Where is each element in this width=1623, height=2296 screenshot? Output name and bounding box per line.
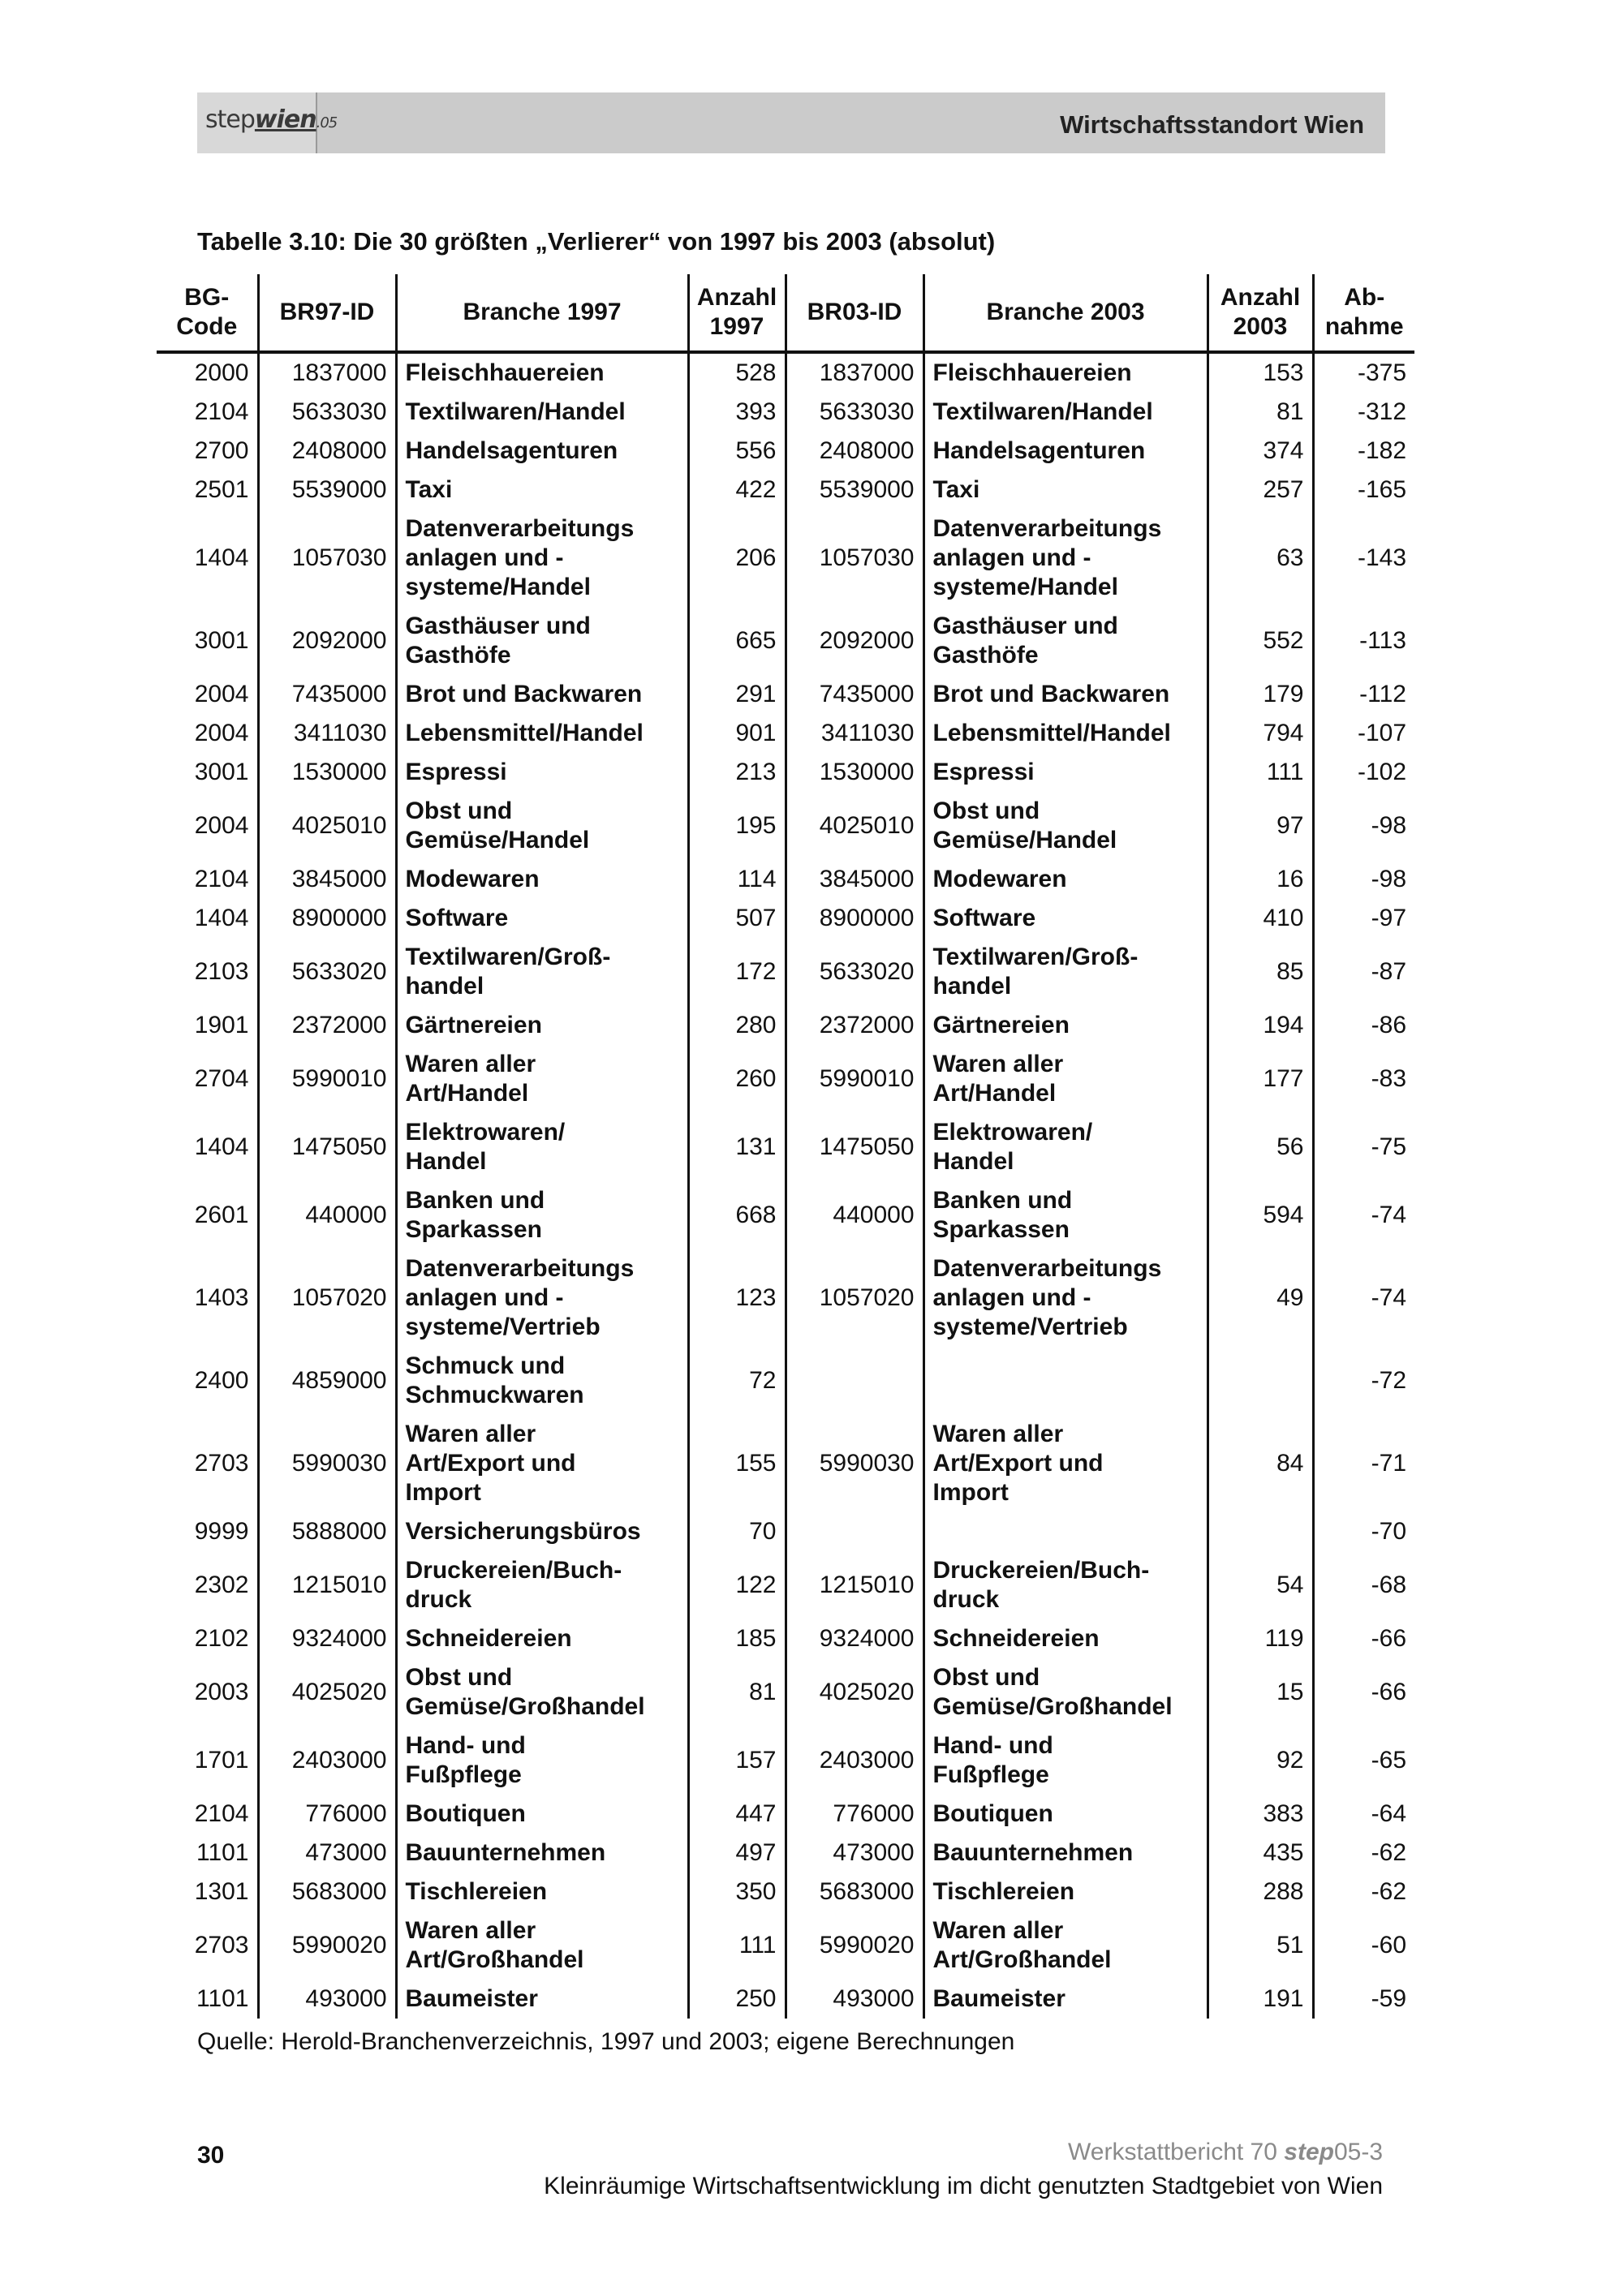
branche-2003-cell: Banken und Sparkassen: [923, 1181, 1208, 1249]
br97-id-cell: 2372000: [258, 1006, 396, 1045]
anzahl-2003-cell: 111: [1208, 753, 1313, 792]
bg-code-cell: 1101: [196, 1839, 249, 1866]
branche-1997-cell: Elektrowaren/ Handel: [396, 1113, 688, 1181]
anzahl-2003-cell: 374: [1208, 432, 1313, 471]
branche-1997-cell: Obst und Gemüse/Handel: [396, 792, 688, 860]
bg-code-cell: 3001: [194, 759, 249, 785]
bg-code-cell: 1404: [194, 1133, 249, 1160]
abnahme-cell: -143: [1313, 510, 1414, 607]
br97-id-cell: 5633020: [258, 938, 396, 1006]
anzahl-1997-cell: 528: [688, 352, 786, 393]
br03-id-cell: 7435000: [786, 675, 923, 714]
bg-code-cell: 2102: [194, 1625, 249, 1652]
br03-id-cell: [786, 1347, 923, 1415]
abnahme-cell: -182: [1313, 432, 1414, 471]
bg-code-cell: 2004: [194, 720, 249, 746]
bg-code-cell: 1701: [194, 1747, 249, 1774]
branche-1997-cell: Waren aller Art/Export und Import: [396, 1415, 688, 1512]
br03-id-cell: 2372000: [786, 1006, 923, 1045]
table-row: [157, 1551, 1414, 1619]
bg-code-cell: 1101: [196, 1985, 249, 2012]
anzahl-1997-cell: 131: [688, 1113, 786, 1181]
br97-id-cell: 1530000: [258, 753, 396, 792]
branche-2003-cell: Tischlereien: [923, 1872, 1208, 1911]
page-number: 30: [197, 2142, 225, 2169]
table-row: [157, 1512, 1414, 1551]
anzahl-2003-cell: 410: [1208, 899, 1313, 938]
bg-code-cell: 2003: [194, 1679, 249, 1705]
anzahl-1997-cell: 111: [688, 1911, 786, 1980]
br97-id-cell: 9324000: [258, 1619, 396, 1658]
branche-1997-cell: Gasthäuser und Gasthöfe: [396, 607, 688, 675]
column-header: Branche 2003: [923, 274, 1208, 352]
anzahl-2003-cell: 56: [1208, 1113, 1313, 1181]
branche-2003-cell: Fleischhauereien: [923, 352, 1208, 393]
anzahl-1997-cell: 123: [688, 1249, 786, 1347]
anzahl-1997-cell: 206: [688, 510, 786, 607]
source-note: Quelle: Herold-Branchenverzeichnis, 1997 und 2003; eigene Berechnungen: [197, 2028, 1015, 2055]
anzahl-2003-cell: 54: [1208, 1551, 1313, 1619]
table-row: [157, 1658, 1414, 1726]
table-row: [157, 1726, 1414, 1795]
anzahl-2003-cell: 84: [1208, 1415, 1313, 1512]
abnahme-cell: -70: [1313, 1512, 1414, 1551]
abnahme-cell: -68: [1313, 1551, 1414, 1619]
anzahl-2003-cell: 92: [1208, 1726, 1313, 1795]
column-header: Branche 1997: [396, 274, 688, 352]
data-table: [157, 274, 1414, 2019]
table-row: [157, 607, 1414, 675]
branche-2003-cell: Taxi: [923, 471, 1208, 510]
abnahme-cell: -71: [1313, 1415, 1414, 1512]
br97-id-cell: 5888000: [258, 1512, 396, 1551]
branche-1997-cell: Textilwaren/Groß- handel: [396, 938, 688, 1006]
column-header: BG- Code: [176, 284, 238, 340]
br03-id-cell: 776000: [786, 1795, 923, 1834]
anzahl-1997-cell: 213: [688, 753, 786, 792]
branche-1997-cell: Lebensmittel/Handel: [396, 714, 688, 753]
br03-id-cell: 1530000: [786, 753, 923, 792]
branche-2003-cell: Druckereien/Buch- druck: [923, 1551, 1208, 1619]
table-row: [157, 792, 1414, 860]
branche-2003-cell: Gasthäuser und Gasthöfe: [923, 607, 1208, 675]
anzahl-1997-cell: 72: [688, 1347, 786, 1415]
branche-2003-cell: Lebensmittel/Handel: [923, 714, 1208, 753]
branche-2003-cell: Espressi: [923, 753, 1208, 792]
table-header-row: [157, 274, 1414, 352]
bg-code-cell: 1901: [194, 1012, 249, 1038]
abnahme-cell: -83: [1313, 1045, 1414, 1113]
table-row: [157, 1113, 1414, 1181]
header-title: Wirtschaftsstandort Wien: [1060, 110, 1364, 139]
br97-id-cell: 493000: [258, 1980, 396, 2019]
table-row: [157, 1181, 1414, 1249]
br03-id-cell: 5990020: [786, 1911, 923, 1980]
column-header: BR97-ID: [258, 274, 396, 352]
branche-2003-cell: Bauunternehmen: [923, 1834, 1208, 1872]
br03-id-cell: 2092000: [786, 607, 923, 675]
abnahme-cell: -74: [1313, 1249, 1414, 1347]
br97-id-cell: 2092000: [258, 607, 396, 675]
br03-id-cell: 5683000: [786, 1872, 923, 1911]
anzahl-1997-cell: 507: [688, 899, 786, 938]
bg-code-cell: 2000: [194, 359, 249, 386]
br97-id-cell: 5990030: [258, 1415, 396, 1512]
table-title: Tabelle 3.10: Die 30 größten „Verlierer“ von 1997 bis 2003 (absolut): [197, 227, 996, 256]
table-row: [157, 510, 1414, 607]
bg-code-cell: 2103: [194, 958, 249, 985]
branche-2003-cell: Gärtnereien: [923, 1006, 1208, 1045]
bg-code-cell: 1301: [194, 1878, 249, 1905]
table-row: [157, 1795, 1414, 1834]
branche-2003-cell: Hand- und Fußpflege: [923, 1726, 1208, 1795]
table-row: [157, 1980, 1414, 2019]
abnahme-cell: -74: [1313, 1181, 1414, 1249]
branche-1997-cell: Baumeister: [396, 1980, 688, 2019]
anzahl-2003-cell: 81: [1208, 393, 1313, 432]
branche-2003-cell: Datenverarbeitungs anlagen und - systeme/Handel: [923, 510, 1208, 607]
anzahl-2003-cell: 191: [1208, 1980, 1313, 2019]
br03-id-cell: 1475050: [786, 1113, 923, 1181]
abnahme-cell: -102: [1313, 753, 1414, 792]
bg-code-cell: 2601: [194, 1202, 249, 1228]
branche-2003-cell: [923, 1347, 1208, 1415]
anzahl-1997-cell: 901: [688, 714, 786, 753]
br03-id-cell: 2408000: [786, 432, 923, 471]
abnahme-cell: -87: [1313, 938, 1414, 1006]
br03-id-cell: 8900000: [786, 899, 923, 938]
table-row: [157, 1006, 1414, 1045]
anzahl-2003-cell: 63: [1208, 510, 1313, 607]
branche-1997-cell: Bauunternehmen: [396, 1834, 688, 1872]
branche-2003-cell: Waren aller Art/Export und Import: [923, 1415, 1208, 1512]
branche-1997-cell: Brot und Backwaren: [396, 675, 688, 714]
anzahl-2003-cell: [1208, 1512, 1313, 1551]
br97-id-cell: 4025010: [258, 792, 396, 860]
branche-2003-cell: Brot und Backwaren: [923, 675, 1208, 714]
branche-1997-cell: Schneidereien: [396, 1619, 688, 1658]
branche-2003-cell: Waren aller Art/Handel: [923, 1045, 1208, 1113]
branche-1997-cell: Modewaren: [396, 860, 688, 899]
step-wien-logo: [197, 92, 338, 153]
br97-id-cell: 5633030: [258, 393, 396, 432]
column-header: BR03-ID: [786, 274, 923, 352]
branche-2003-cell: Waren aller Art/Großhandel: [923, 1911, 1208, 1980]
br03-id-cell: 3411030: [786, 714, 923, 753]
abnahme-cell: -165: [1313, 471, 1414, 510]
br03-id-cell: 493000: [786, 1980, 923, 2019]
table-row: [157, 938, 1414, 1006]
br97-id-cell: 5990010: [258, 1045, 396, 1113]
branche-1997-cell: Boutiquen: [396, 1795, 688, 1834]
bg-code-cell: 2704: [194, 1065, 249, 1092]
table-row: [157, 899, 1414, 938]
table-row: [157, 1872, 1414, 1911]
branche-2003-cell: Baumeister: [923, 1980, 1208, 2019]
br03-id-cell: 9324000: [786, 1619, 923, 1658]
bg-code-cell: 1404: [194, 544, 249, 571]
branche-2003-cell: Obst und Gemüse/Großhandel: [923, 1658, 1208, 1726]
anzahl-2003-cell: 85: [1208, 938, 1313, 1006]
abnahme-cell: -59: [1313, 1980, 1414, 2019]
abnahme-cell: -312: [1313, 393, 1414, 432]
table-row: [157, 1911, 1414, 1980]
bg-code-cell: 1404: [194, 905, 249, 931]
br03-id-cell: 1837000: [786, 352, 923, 393]
logo-text: stepwien.05: [205, 105, 338, 134]
bg-code-cell: 2004: [194, 812, 249, 839]
anzahl-2003-cell: [1208, 1347, 1313, 1415]
anzahl-2003-cell: 435: [1208, 1834, 1313, 1872]
anzahl-1997-cell: 447: [688, 1795, 786, 1834]
table-row: [157, 675, 1414, 714]
anzahl-2003-cell: 552: [1208, 607, 1313, 675]
branche-2003-cell: Schneidereien: [923, 1619, 1208, 1658]
anzahl-1997-cell: 393: [688, 393, 786, 432]
anzahl-1997-cell: 114: [688, 860, 786, 899]
bg-code-cell: 1403: [194, 1284, 249, 1311]
bg-code-cell: 2501: [194, 476, 249, 503]
br97-id-cell: 776000: [258, 1795, 396, 1834]
br03-id-cell: 4025010: [786, 792, 923, 860]
br03-id-cell: [786, 1512, 923, 1551]
br97-id-cell: 4859000: [258, 1347, 396, 1415]
table-row: [157, 471, 1414, 510]
table-row: [157, 1045, 1414, 1113]
bg-code-cell: 2700: [194, 437, 249, 464]
table-row: [157, 352, 1414, 393]
anzahl-2003-cell: 794: [1208, 714, 1313, 753]
branche-1997-cell: Handelsagenturen: [396, 432, 688, 471]
branche-1997-cell: Datenverarbeitungs anlagen und - systeme/Handel: [396, 510, 688, 607]
table-row: [157, 1347, 1414, 1415]
bg-code-cell: 2104: [194, 398, 249, 425]
abnahme-cell: -62: [1313, 1834, 1414, 1872]
br97-id-cell: 1215010: [258, 1551, 396, 1619]
abnahme-cell: -98: [1313, 792, 1414, 860]
bg-code-cell: 2703: [194, 1932, 249, 1958]
branche-1997-cell: Gärtnereien: [396, 1006, 688, 1045]
br03-id-cell: 5633030: [786, 393, 923, 432]
branche-2003-cell: Datenverarbeitungs anlagen und - systeme/Vertrieb: [923, 1249, 1208, 1347]
anzahl-1997-cell: 250: [688, 1980, 786, 2019]
abnahme-cell: -113: [1313, 607, 1414, 675]
br97-id-cell: 3411030: [258, 714, 396, 753]
br03-id-cell: 440000: [786, 1181, 923, 1249]
branche-1997-cell: Banken und Sparkassen: [396, 1181, 688, 1249]
anzahl-1997-cell: 70: [688, 1512, 786, 1551]
bg-code-cell: 2004: [194, 681, 249, 707]
anzahl-2003-cell: 179: [1208, 675, 1313, 714]
br97-id-cell: 440000: [258, 1181, 396, 1249]
abnahme-cell: -98: [1313, 860, 1414, 899]
anzahl-1997-cell: 556: [688, 432, 786, 471]
br03-id-cell: 2403000: [786, 1726, 923, 1795]
branche-1997-cell: Hand- und Fußpflege: [396, 1726, 688, 1795]
br03-id-cell: 4025020: [786, 1658, 923, 1726]
branche-2003-cell: Elektrowaren/ Handel: [923, 1113, 1208, 1181]
anzahl-1997-cell: 157: [688, 1726, 786, 1795]
abnahme-cell: -64: [1313, 1795, 1414, 1834]
br97-id-cell: 473000: [258, 1834, 396, 1872]
branche-1997-cell: Waren aller Art/Großhandel: [396, 1911, 688, 1980]
branche-2003-cell: Textilwaren/Groß- handel: [923, 938, 1208, 1006]
table-row: [157, 1619, 1414, 1658]
anzahl-2003-cell: 153: [1208, 352, 1313, 393]
br03-id-cell: 5990030: [786, 1415, 923, 1512]
br97-id-cell: 5990020: [258, 1911, 396, 1980]
branche-1997-cell: Textilwaren/Handel: [396, 393, 688, 432]
br03-id-cell: 3845000: [786, 860, 923, 899]
br03-id-cell: 5990010: [786, 1045, 923, 1113]
abnahme-cell: -75: [1313, 1113, 1414, 1181]
anzahl-2003-cell: 51: [1208, 1911, 1313, 1980]
table-body: [157, 352, 1414, 2019]
br97-id-cell: 1837000: [258, 352, 396, 393]
report-subtitle: Kleinräumige Wirtschaftsentwicklung im dicht genutzten Stadtgebiet von Wien: [544, 2173, 1383, 2199]
table-row: [157, 1834, 1414, 1872]
report-reference: Werkstattbericht 70 step05-3: [1068, 2139, 1383, 2165]
anzahl-1997-cell: 668: [688, 1181, 786, 1249]
br97-id-cell: 5539000: [258, 471, 396, 510]
anzahl-1997-cell: 291: [688, 675, 786, 714]
branche-1997-cell: Druckereien/Buch- druck: [396, 1551, 688, 1619]
abnahme-cell: -66: [1313, 1658, 1414, 1726]
anzahl-1997-cell: 122: [688, 1551, 786, 1619]
br03-id-cell: 1057030: [786, 510, 923, 607]
table-row: [157, 860, 1414, 899]
anzahl-1997-cell: 497: [688, 1834, 786, 1872]
anzahl-1997-cell: 665: [688, 607, 786, 675]
anzahl-1997-cell: 195: [688, 792, 786, 860]
anzahl-2003-cell: 97: [1208, 792, 1313, 860]
abnahme-cell: -60: [1313, 1911, 1414, 1980]
anzahl-1997-cell: 155: [688, 1415, 786, 1512]
anzahl-2003-cell: 177: [1208, 1045, 1313, 1113]
branche-2003-cell: Handelsagenturen: [923, 432, 1208, 471]
branche-1997-cell: Versicherungsbüros: [396, 1512, 688, 1551]
anzahl-2003-cell: 15: [1208, 1658, 1313, 1726]
anzahl-2003-cell: 16: [1208, 860, 1313, 899]
bg-code-cell: 2104: [194, 1800, 249, 1827]
branche-2003-cell: Software: [923, 899, 1208, 938]
br03-id-cell: 1057020: [786, 1249, 923, 1347]
branche-2003-cell: Obst und Gemüse/Handel: [923, 792, 1208, 860]
branche-1997-cell: Tischlereien: [396, 1872, 688, 1911]
branche-1997-cell: Schmuck und Schmuckwaren: [396, 1347, 688, 1415]
br97-id-cell: 1057030: [258, 510, 396, 607]
abnahme-cell: -66: [1313, 1619, 1414, 1658]
branche-1997-cell: Datenverarbeitungs anlagen und - systeme/Vertrieb: [396, 1249, 688, 1347]
branche-2003-cell: Boutiquen: [923, 1795, 1208, 1834]
table-row: [157, 1415, 1414, 1512]
branche-1997-cell: Espressi: [396, 753, 688, 792]
bg-code-cell: 2400: [194, 1367, 249, 1394]
branche-1997-cell: Waren aller Art/Handel: [396, 1045, 688, 1113]
column-header: Ab- nahme: [1313, 274, 1414, 352]
anzahl-1997-cell: 350: [688, 1872, 786, 1911]
table-row: [157, 714, 1414, 753]
anzahl-1997-cell: 422: [688, 471, 786, 510]
abnahme-cell: -72: [1313, 1347, 1414, 1415]
anzahl-1997-cell: 280: [688, 1006, 786, 1045]
column-header: Anzahl 1997: [688, 274, 786, 352]
table-row: [157, 432, 1414, 471]
anzahl-1997-cell: 172: [688, 938, 786, 1006]
br97-id-cell: 4025020: [258, 1658, 396, 1726]
br97-id-cell: 8900000: [258, 899, 396, 938]
branche-1997-cell: Taxi: [396, 471, 688, 510]
br97-id-cell: 3845000: [258, 860, 396, 899]
anzahl-2003-cell: 194: [1208, 1006, 1313, 1045]
br03-id-cell: 473000: [786, 1834, 923, 1872]
page-header: [197, 92, 1385, 153]
branche-2003-cell: Textilwaren/Handel: [923, 393, 1208, 432]
anzahl-2003-cell: 49: [1208, 1249, 1313, 1347]
anzahl-2003-cell: 119: [1208, 1619, 1313, 1658]
anzahl-1997-cell: 260: [688, 1045, 786, 1113]
abnahme-cell: -112: [1313, 675, 1414, 714]
bg-code-cell: 3001: [194, 627, 249, 654]
br03-id-cell: 1215010: [786, 1551, 923, 1619]
abnahme-cell: -107: [1313, 714, 1414, 753]
bg-code-cell: 2703: [194, 1450, 249, 1477]
table-row: [157, 1249, 1414, 1347]
br03-id-cell: 5633020: [786, 938, 923, 1006]
table-row: [157, 753, 1414, 792]
column-header: Anzahl 2003: [1208, 274, 1313, 352]
abnahme-cell: -65: [1313, 1726, 1414, 1795]
branche-1997-cell: Software: [396, 899, 688, 938]
anzahl-2003-cell: 288: [1208, 1872, 1313, 1911]
anzahl-1997-cell: 185: [688, 1619, 786, 1658]
bg-code-cell: 9999: [194, 1518, 249, 1545]
bg-code-cell: 2302: [194, 1572, 249, 1598]
bg-code-cell: 2104: [194, 866, 249, 892]
anzahl-2003-cell: 594: [1208, 1181, 1313, 1249]
branche-2003-cell: [923, 1512, 1208, 1551]
branche-1997-cell: Fleischhauereien: [396, 352, 688, 393]
br97-id-cell: 2403000: [258, 1726, 396, 1795]
br03-id-cell: 5539000: [786, 471, 923, 510]
br97-id-cell: 5683000: [258, 1872, 396, 1911]
anzahl-1997-cell: 81: [688, 1658, 786, 1726]
br97-id-cell: 7435000: [258, 675, 396, 714]
anzahl-2003-cell: 257: [1208, 471, 1313, 510]
abnahme-cell: -62: [1313, 1872, 1414, 1911]
table-row: [157, 393, 1414, 432]
br97-id-cell: 1057020: [258, 1249, 396, 1347]
abnahme-cell: -97: [1313, 899, 1414, 938]
br97-id-cell: 1475050: [258, 1113, 396, 1181]
branche-2003-cell: Modewaren: [923, 860, 1208, 899]
abnahme-cell: -86: [1313, 1006, 1414, 1045]
abnahme-cell: -375: [1313, 352, 1414, 393]
anzahl-2003-cell: 383: [1208, 1795, 1313, 1834]
br97-id-cell: 2408000: [258, 432, 396, 471]
branche-1997-cell: Obst und Gemüse/Großhandel: [396, 1658, 688, 1726]
